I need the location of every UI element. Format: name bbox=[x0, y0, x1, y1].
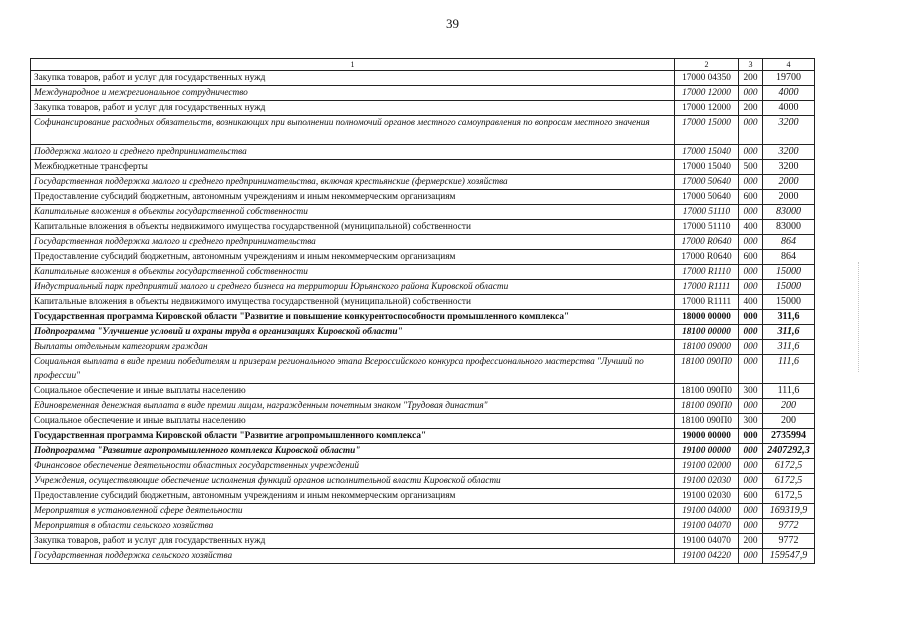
row-name-cell: Учреждения, осуществляющие обеспечение исполнения функций органов исполнительной власти Кировской области bbox=[31, 474, 675, 489]
row-code-cell: 19100 04220 bbox=[675, 549, 739, 564]
row-name-cell: Закупка товаров, работ и услуг для государственных нужд bbox=[31, 534, 675, 549]
row-amount-cell: 159547,9 bbox=[763, 549, 815, 564]
row-code-cell: 17000 51110 bbox=[675, 220, 739, 235]
row-amount-cell: 9772 bbox=[763, 519, 815, 534]
row-code-cell: 19100 00000 bbox=[675, 444, 739, 459]
row-amount-cell: 311,6 bbox=[763, 310, 815, 325]
row-amount-cell: 9772 bbox=[763, 534, 815, 549]
row-type-cell: 000 bbox=[739, 504, 763, 519]
row-amount-cell: 6172,5 bbox=[763, 489, 815, 504]
row-type-cell: 600 bbox=[739, 190, 763, 205]
table-row bbox=[31, 489, 815, 504]
row-type-cell: 300 bbox=[739, 384, 763, 399]
row-code-cell: 19100 02000 bbox=[675, 459, 739, 474]
row-type-cell: 000 bbox=[739, 340, 763, 355]
row-type-cell: 300 bbox=[739, 414, 763, 429]
row-name-cell: Мероприятия в установленной сфере деятельности bbox=[31, 504, 675, 519]
row-code-cell: 19100 02030 bbox=[675, 474, 739, 489]
row-code-cell: 17000 R0640 bbox=[675, 250, 739, 265]
header-col-3: 3 bbox=[739, 59, 763, 71]
row-type-cell: 000 bbox=[739, 474, 763, 489]
row-amount-cell: 3200 bbox=[763, 145, 815, 160]
row-name-cell: Закупка товаров, работ и услуг для государственных нужд bbox=[31, 101, 675, 116]
row-code-cell: 18100 090П0 bbox=[675, 414, 739, 429]
row-type-cell: 200 bbox=[739, 101, 763, 116]
table-row bbox=[31, 145, 815, 160]
row-name-cell: Мероприятия в области сельского хозяйства bbox=[31, 519, 675, 534]
row-code-cell: 17000 R1111 bbox=[675, 295, 739, 310]
row-amount-cell: 6172,5 bbox=[763, 474, 815, 489]
row-code-cell: 18100 090П0 bbox=[675, 384, 739, 399]
row-code-cell: 19100 04070 bbox=[675, 534, 739, 549]
row-code-cell: 18100 090П0 bbox=[675, 355, 739, 384]
row-name-cell: Предоставление субсидий бюджетным, автономным учреждениям и иным некоммерческим организациям bbox=[31, 190, 675, 205]
row-name-cell: Межбюджетные трансферты bbox=[31, 160, 675, 175]
row-name-cell: Поддержка малого и среднего предпринимательства bbox=[31, 145, 675, 160]
row-name-cell: Международное и межрегиональное сотрудничество bbox=[31, 86, 675, 101]
row-name-cell: Подпрограмма "Развитие агропромышленного комплекса Кировской области" bbox=[31, 444, 675, 459]
row-type-cell: 000 bbox=[739, 116, 763, 145]
table-row bbox=[31, 175, 815, 190]
row-type-cell: 400 bbox=[739, 295, 763, 310]
row-amount-cell: 864 bbox=[763, 250, 815, 265]
row-name-cell: Капитальные вложения в объекты государственной собственности bbox=[31, 265, 675, 280]
table-row bbox=[31, 280, 815, 295]
row-name-cell: Предоставление субсидий бюджетным, автономным учреждениям и иным некоммерческим организациям bbox=[31, 250, 675, 265]
row-type-cell: 000 bbox=[739, 355, 763, 384]
header-col-2: 2 bbox=[675, 59, 739, 71]
row-name-cell: Софинансирование расходных обязательств, возникающих при выполнении полномочий органов местного самоуправления по вопросам местного значения bbox=[31, 116, 675, 145]
row-code-cell: 17000 15040 bbox=[675, 160, 739, 175]
row-amount-cell: 3200 bbox=[763, 116, 815, 145]
table-row bbox=[31, 414, 815, 429]
row-amount-cell: 19700 bbox=[763, 71, 815, 86]
table-row bbox=[31, 86, 815, 101]
row-name-cell: Выплаты отдельным категориям граждан bbox=[31, 340, 675, 355]
row-code-cell: 19000 00000 bbox=[675, 429, 739, 444]
row-code-cell: 18100 00000 bbox=[675, 325, 739, 340]
row-name-cell: Государственная поддержка малого и среднего предпринимательства, включая крестьянские (фермерские) хозяйства bbox=[31, 175, 675, 190]
row-amount-cell: 2000 bbox=[763, 190, 815, 205]
table-row bbox=[31, 205, 815, 220]
row-amount-cell: 15000 bbox=[763, 295, 815, 310]
row-name-cell: Государственная программа Кировской области "Развитие и повышение конкурентоспособности промышленного комплекса" bbox=[31, 310, 675, 325]
header-col-4: 4 bbox=[763, 59, 815, 71]
row-name-cell: Капитальные вложения в объекты недвижимого имущества государственной (муниципальной) собственности bbox=[31, 220, 675, 235]
row-amount-cell: 3200 bbox=[763, 160, 815, 175]
row-name-cell: Финансовое обеспечение деятельности областных государственных учреждений bbox=[31, 459, 675, 474]
row-name-cell: Подпрограмма "Улучшение условий и охраны труда в организациях Кировской области" bbox=[31, 325, 675, 340]
row-amount-cell: 111,6 bbox=[763, 384, 815, 399]
row-amount-cell: 6172,5 bbox=[763, 459, 815, 474]
row-name-cell: Капитальные вложения в объекты государственной собственности bbox=[31, 205, 675, 220]
row-amount-cell: 2735994 bbox=[763, 429, 815, 444]
table-row bbox=[31, 474, 815, 489]
table-row bbox=[31, 295, 815, 310]
row-type-cell: 000 bbox=[739, 205, 763, 220]
table-row bbox=[31, 71, 815, 86]
row-amount-cell: 15000 bbox=[763, 265, 815, 280]
row-name-cell: Социальная выплата в виде премии победителям и призерам регионального этапа Всероссийского конкурса профессионального мастерства "Лучший по профессии" bbox=[31, 355, 675, 384]
row-name-cell: Капитальные вложения в объекты недвижимого имущества государственной (муниципальной) собственности bbox=[31, 295, 675, 310]
table-row bbox=[31, 459, 815, 474]
table-row bbox=[31, 340, 815, 355]
page-number: 39 bbox=[446, 16, 459, 31]
row-type-cell: 000 bbox=[739, 280, 763, 295]
row-code-cell: 17000 15000 bbox=[675, 116, 739, 145]
row-code-cell: 19100 04070 bbox=[675, 519, 739, 534]
table-row bbox=[31, 504, 815, 519]
row-amount-cell: 111,6 bbox=[763, 355, 815, 384]
row-code-cell: 18000 00000 bbox=[675, 310, 739, 325]
table-row bbox=[31, 519, 815, 534]
row-type-cell: 200 bbox=[739, 71, 763, 86]
table-row bbox=[31, 190, 815, 205]
row-type-cell: 400 bbox=[739, 220, 763, 235]
row-code-cell: 19100 02030 bbox=[675, 489, 739, 504]
table-row bbox=[31, 310, 815, 325]
table-row bbox=[31, 325, 815, 340]
table-row bbox=[31, 384, 815, 399]
row-name-cell: Государственная поддержка малого и среднего предпринимательства bbox=[31, 235, 675, 250]
row-code-cell: 17000 12000 bbox=[675, 86, 739, 101]
row-code-cell: 18100 090П0 bbox=[675, 399, 739, 414]
row-name-cell: Предоставление субсидий бюджетным, автономным учреждениям и иным некоммерческим организациям bbox=[31, 489, 675, 504]
row-type-cell: 000 bbox=[739, 175, 763, 190]
table-row bbox=[31, 355, 815, 384]
row-amount-cell: 2000 bbox=[763, 175, 815, 190]
row-name-cell: Закупка товаров, работ и услуг для государственных нужд bbox=[31, 71, 675, 86]
row-name-cell: Социальное обеспечение и иные выплаты населению bbox=[31, 384, 675, 399]
row-code-cell: 17000 50640 bbox=[675, 175, 739, 190]
table-header-row bbox=[31, 59, 815, 71]
budget-table bbox=[30, 58, 815, 564]
table-row bbox=[31, 116, 815, 145]
row-type-cell: 000 bbox=[739, 459, 763, 474]
row-code-cell: 17000 15040 bbox=[675, 145, 739, 160]
row-amount-cell: 311,6 bbox=[763, 340, 815, 355]
row-amount-cell: 83000 bbox=[763, 220, 815, 235]
table-row bbox=[31, 534, 815, 549]
row-type-cell: 000 bbox=[739, 549, 763, 564]
row-amount-cell: 200 bbox=[763, 414, 815, 429]
row-amount-cell: 311,6 bbox=[763, 325, 815, 340]
table-row bbox=[31, 549, 815, 564]
header-col-1: 1 bbox=[31, 59, 675, 71]
row-type-cell: 000 bbox=[739, 310, 763, 325]
row-amount-cell: 4000 bbox=[763, 86, 815, 101]
row-type-cell: 000 bbox=[739, 235, 763, 250]
row-type-cell: 000 bbox=[739, 265, 763, 280]
row-amount-cell: 15000 bbox=[763, 280, 815, 295]
table-row bbox=[31, 265, 815, 280]
row-name-cell: Индустриальный парк предприятий малого и среднего бизнеса на территории Юрьянского района Кировской области bbox=[31, 280, 675, 295]
table-row bbox=[31, 250, 815, 265]
row-code-cell: 17000 R1111 bbox=[675, 280, 739, 295]
table-row bbox=[31, 235, 815, 250]
table-row bbox=[31, 160, 815, 175]
table-row bbox=[31, 101, 815, 116]
row-name-cell: Единовременная денежная выплата в виде премии лицам, награжденным почетным знаком "Трудовая династия" bbox=[31, 399, 675, 414]
row-name-cell: Социальное обеспечение и иные выплаты населению bbox=[31, 414, 675, 429]
row-code-cell: 17000 50640 bbox=[675, 190, 739, 205]
row-type-cell: 000 bbox=[739, 145, 763, 160]
row-name-cell: Государственная программа Кировской области "Развитие агропромышленного комплекса" bbox=[31, 429, 675, 444]
row-code-cell: 17000 R0640 bbox=[675, 235, 739, 250]
table-row bbox=[31, 399, 815, 414]
row-amount-cell: 4000 bbox=[763, 101, 815, 116]
row-code-cell: 17000 04350 bbox=[675, 71, 739, 86]
row-type-cell: 500 bbox=[739, 160, 763, 175]
row-type-cell: 000 bbox=[739, 519, 763, 534]
row-amount-cell: 2407292,3 bbox=[763, 444, 815, 459]
row-type-cell: 000 bbox=[739, 444, 763, 459]
table-row bbox=[31, 444, 815, 459]
row-type-cell: 000 bbox=[739, 86, 763, 101]
row-type-cell: 600 bbox=[739, 489, 763, 504]
row-type-cell: 000 bbox=[739, 325, 763, 340]
row-code-cell: 17000 51110 bbox=[675, 205, 739, 220]
margin-scan-mark bbox=[858, 262, 869, 372]
row-amount-cell: 83000 bbox=[763, 205, 815, 220]
row-type-cell: 000 bbox=[739, 429, 763, 444]
row-type-cell: 200 bbox=[739, 534, 763, 549]
row-amount-cell: 169319,9 bbox=[763, 504, 815, 519]
row-type-cell: 600 bbox=[739, 250, 763, 265]
table-row bbox=[31, 429, 815, 444]
row-amount-cell: 864 bbox=[763, 235, 815, 250]
row-code-cell: 17000 R1110 bbox=[675, 265, 739, 280]
row-type-cell: 000 bbox=[739, 399, 763, 414]
row-amount-cell: 200 bbox=[763, 399, 815, 414]
row-name-cell: Государственная поддержка сельского хозяйства bbox=[31, 549, 675, 564]
row-code-cell: 19100 04000 bbox=[675, 504, 739, 519]
row-code-cell: 17000 12000 bbox=[675, 101, 739, 116]
table-row bbox=[31, 220, 815, 235]
row-code-cell: 18100 09000 bbox=[675, 340, 739, 355]
